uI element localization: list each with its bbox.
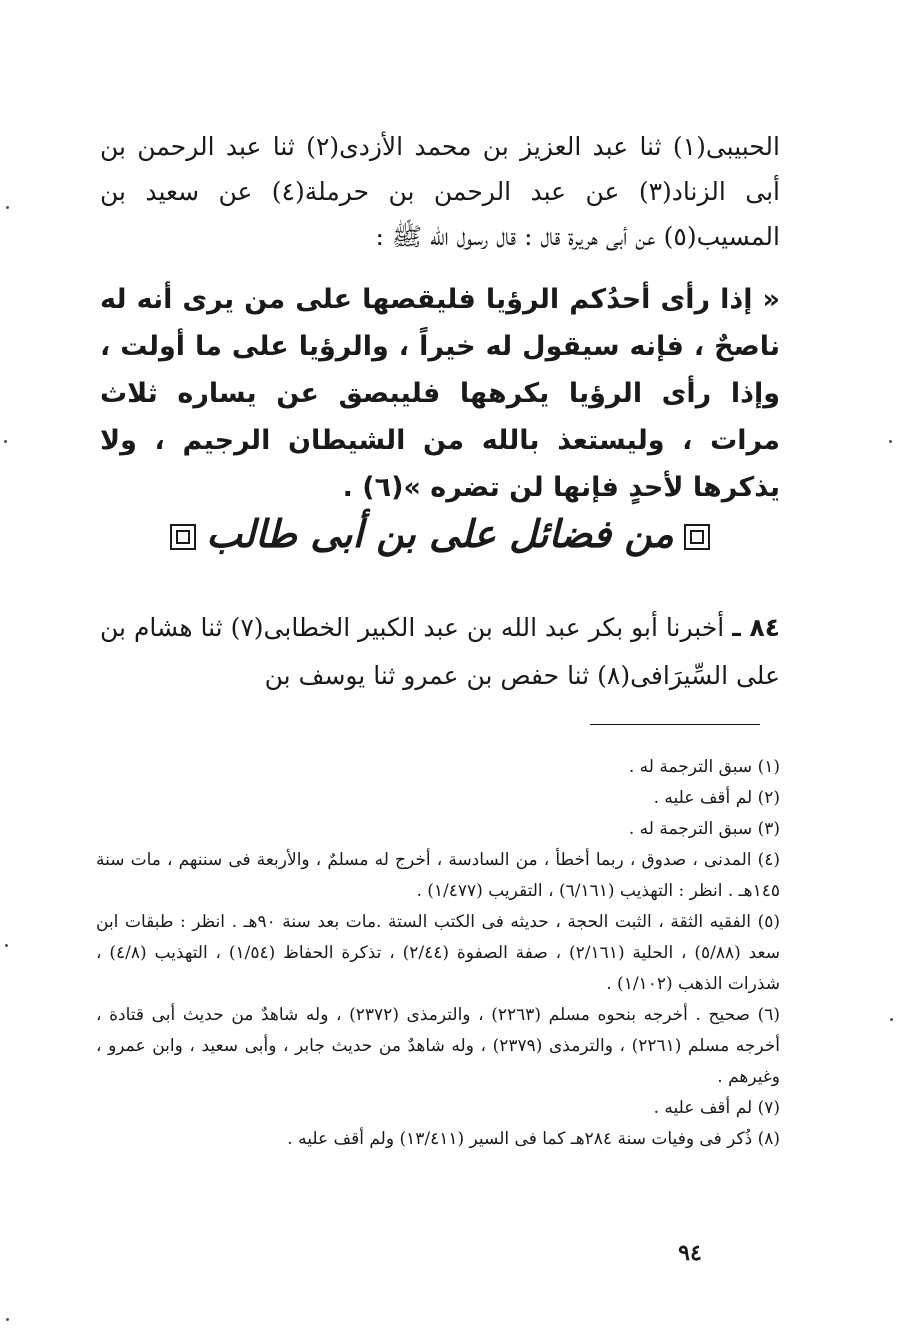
- footnote: (٧) لم أقف عليه .: [653, 1098, 780, 1118]
- entry-paragraph: [100, 604, 780, 700]
- section-heading-text: من فضائل على بن أبى طالب: [206, 512, 674, 556]
- isnad-paragraph: [100, 124, 780, 259]
- scan-speck: [889, 440, 892, 443]
- footnote: (٤) المدنى ، صدوق ، ربما أخطأ ، من السادسة ، أخرج له مسلمٌ ، والأربعة فى سننهم ، مات سنة ١٤٥هـ . انظر : التهذيب (٦/١٦١) ، التقريب (١/٤٧٧) .: [96, 850, 780, 901]
- entry-number: ٨٤ ـ: [732, 613, 780, 642]
- scan-speck: [890, 1018, 893, 1021]
- footnote: (٦) صحيح . أخرجه بنحوه مسلم (٢٢٦٣) ، والترمذى (٢٣٧٢) ، وله شاهدٌ من حديث أبى قتادة ، أخرجه مسلم (٢٢٦١) ، والترمذى (٢٣٧٩) ، وله شاهدٌ من حديث جابر ، وأبى سعيد ، وابن عمرو ، وغيرهم .: [96, 1005, 781, 1087]
- square-ornament-icon: [170, 524, 196, 550]
- scan-speck: [4, 440, 7, 443]
- footnote: (٨) ذُكر فى وفيات سنة ٢٨٤هـ كما فى السير (١٣/٤١١) ولم أقف عليه .: [287, 1129, 780, 1149]
- footnote: (٣) سبق الترجمة له .: [628, 819, 780, 839]
- scan-speck: [6, 1318, 9, 1321]
- footnote: (٢) لم أقف عليه .: [653, 788, 780, 808]
- hadith-text: « إذا رأى أحدُكم الرؤيا فليقصها على من يرى أنه له ناصحٌ ، فإنه سيقول له خيراً ، والرؤيا على ما أولت ، وإذا رأى الرؤيا يكرهها فليبصق عن يساره ثلاث مرات ، وليستعذ بالله من الشيطان الرجيم ، ولا يذكرها لأحدٍ فإنها لن تضره »(٦) .: [100, 284, 780, 503]
- footnote: (١) سبق الترجمة له .: [628, 757, 780, 777]
- scan-speck: [5, 944, 8, 947]
- isnad-text: الحبيبى(١) ثنا عبد العزيز بن محمد الأزدى(٢) ثنا عبد الرحمن بن أبى الزناد(٣) عن عبد الرحمن بن حرملة(٤) عن سعيد بن المسيب(٥) عن أبى هريرة قال : قال رسول الله ﷺ :: [100, 132, 780, 251]
- footnote-separator: [590, 724, 760, 725]
- footnote: (٥) الفقيه الثقة ، الثبت الحجة ، حديثه فى الكتب الستة .مات بعد سنة ٩٠هـ . انظر : طبقات ابن سعد (٥/٨٨) ، الحلية (٢/١٦١) ، صفة الصفوة (٢/٤٤) ، تذكرة الحفاظ (١/٥٤) ، التهذيب (٤/٨) ، شذرات الذهب (١/١٠٢) .: [96, 912, 781, 994]
- section-heading: [100, 512, 780, 556]
- square-ornament-icon: [684, 524, 710, 550]
- hadith-paragraph: [100, 276, 780, 511]
- entry-text: أخبرنا أبو بكر عبد الله بن عبد الكبير الخطابى(٧) ثنا هشام بن على السِّيرَافى(٨) ثنا حفص بن عمرو ثنا يوسف بن: [100, 613, 780, 690]
- footnotes: [96, 752, 780, 1155]
- page-number: ٩٤: [678, 1240, 702, 1266]
- scan-speck: [6, 206, 9, 209]
